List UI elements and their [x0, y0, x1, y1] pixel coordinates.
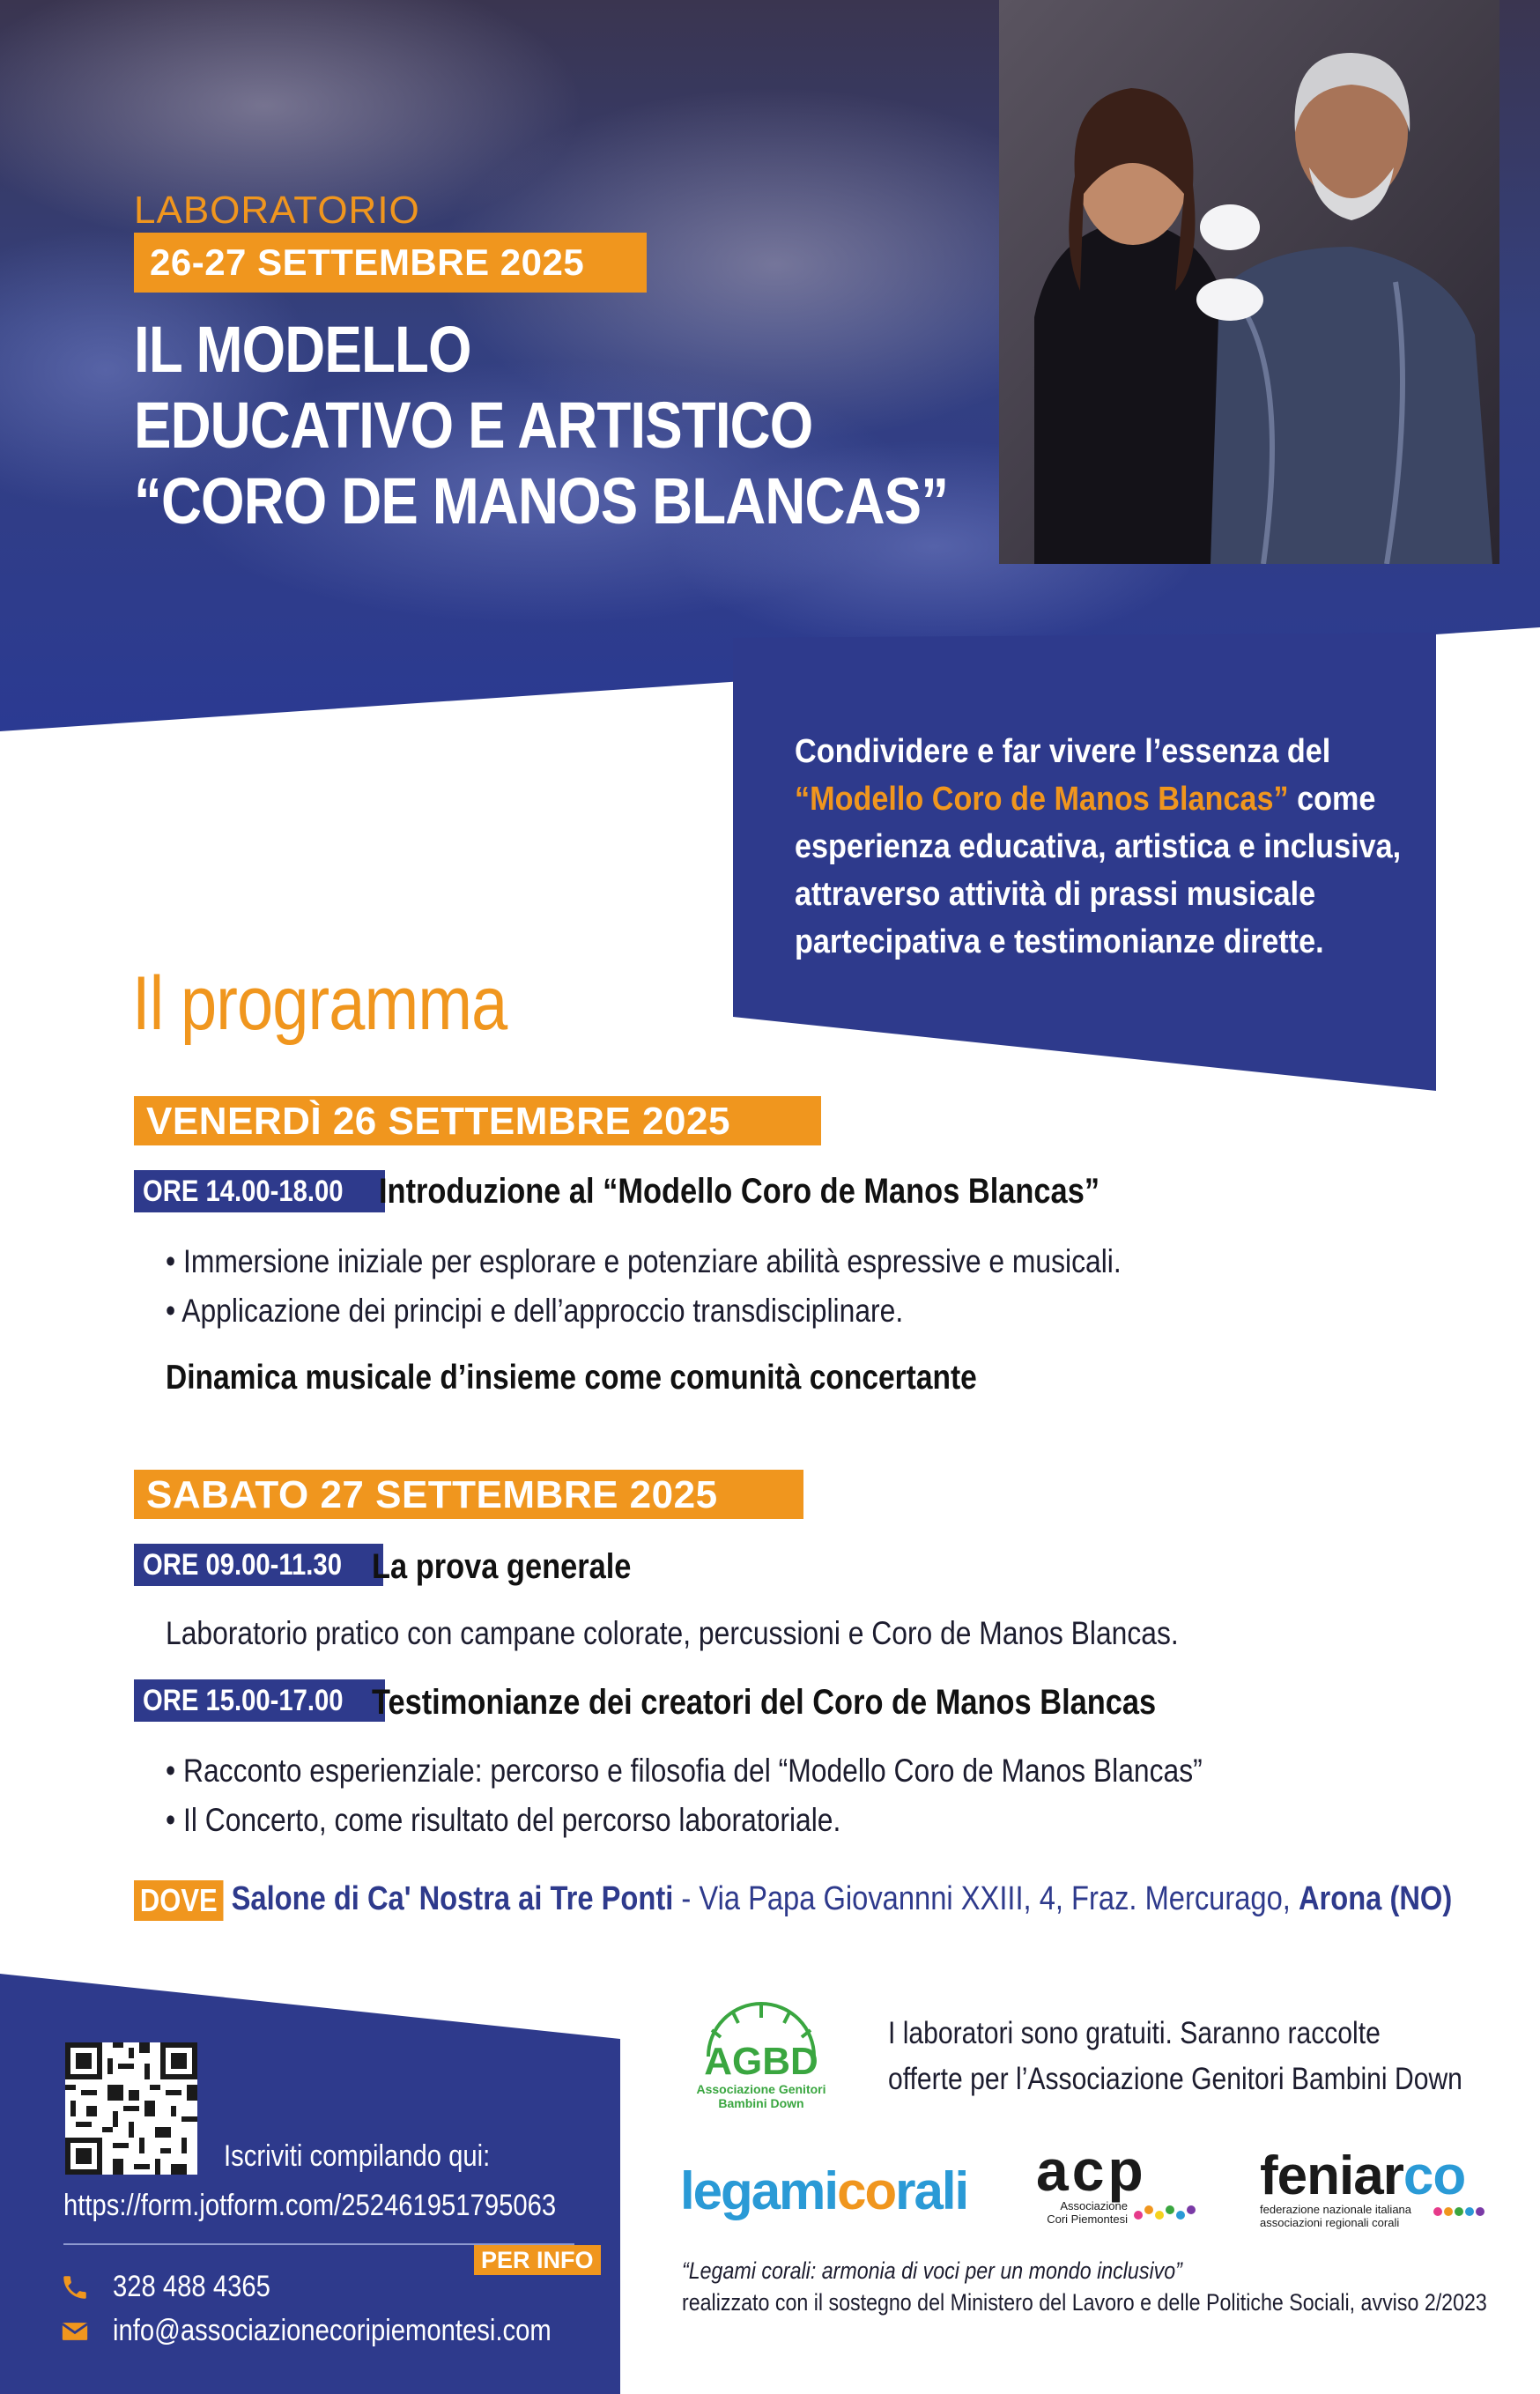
day1-session1-title: Introduzione al “Modello Coro de Manos Blancas”: [379, 1172, 1100, 1211]
title-line-3: “CORO DE MANOS BLANCAS”: [134, 464, 949, 537]
acp-logo-text: acp: [1036, 2138, 1147, 2203]
intro-line-5: partecipativa e testimonianze dirette.: [795, 923, 1324, 960]
venue-city: Arona (NO): [1298, 1880, 1453, 1917]
intro-line-4: attraverso attività di prassi musicale: [795, 876, 1316, 913]
agbd-note-line-1: I laboratori sono gratuiti. Saranno raccolte: [888, 2016, 1381, 2050]
phone-number: 328 488 4365: [113, 2270, 270, 2303]
day1-session1-time: [134, 1170, 385, 1212]
legami-logo-part-3: rali: [895, 2161, 968, 2220]
venue-address: - Via Papa Giovannni XXIII, 4, Fraz. Mercurago,: [673, 1880, 1299, 1917]
funding-credit: realizzato con il sostegno del Ministero del Lavoro e delle Politiche Sociali, avviso 2/2023: [682, 2289, 1487, 2316]
email-address: info@associazionecoripiemontesi.com: [113, 2314, 552, 2347]
day1-badge: VENERDÌ 26 SETTEMBRE 2025: [134, 1096, 821, 1145]
feniarco-logo-sub2: associazioni regionali corali: [1260, 2216, 1400, 2229]
feniarco-logo-sub1: federazione nazionale italiana: [1260, 2203, 1412, 2216]
phone-icon: [60, 2272, 90, 2302]
intro-line-1: Condividere e far vivere l’essenza del: [795, 733, 1331, 770]
day2-session1-text: Laboratorio pratico con campane colorate, percussioni e Coro de Manos Blancas.: [166, 1615, 1179, 1651]
legami-logo-part-1: legami: [680, 2161, 838, 2220]
agbd-logo-sub2: Bambini Down: [718, 2096, 804, 2110]
day1-session1-bullet-1: • Immersione iniziale per esplorare e potenziare abilità espressive e musicali.: [166, 1243, 1122, 1279]
title-line-1: IL MODELLO: [134, 313, 471, 386]
day2-session2-time-text: ORE 15.00-17.00: [143, 1684, 344, 1717]
venue-name: Salone di Ca' Nostra ai Tre Ponti: [231, 1880, 674, 1917]
project-quote: “Legami corali: armonia di voci per un mondo inclusivo”: [682, 2257, 1182, 2284]
day2-session2-bullet-2: • Il Concerto, come risultato del percorso laboratoriale.: [166, 1802, 841, 1838]
workshop-label: LABORATORIO: [134, 189, 420, 232]
day2-session2-bullet-1: • Racconto esperienziale: percorso e filosofia del “Modello Coro de Manos Blancas”: [166, 1753, 1203, 1789]
signup-label: Iscriviti compilando qui:: [224, 2139, 491, 2173]
info-badge: PER INFO: [474, 2245, 601, 2275]
presenters-photo: [999, 0, 1499, 564]
where-badge: DOVE: [134, 1880, 224, 1921]
day2-session2-time: [134, 1679, 385, 1722]
intro-text: [795, 728, 1413, 966]
legami-corali-logo: [680, 2161, 967, 2221]
agbd-note: [888, 2011, 1462, 2102]
email-row[interactable]: [60, 2314, 623, 2348]
intro-highlight: “Modello Coro de Manos Blancas”: [795, 781, 1289, 818]
day2-session2-title: Testimonianze dei creatori del Coro de Manos Blancas: [372, 1683, 1157, 1722]
intro-line-2: [795, 775, 1413, 823]
acp-logo-dots: [1133, 2203, 1203, 2224]
intro-line-3: esperienza educativa, artistica e inclusiva,: [795, 828, 1402, 865]
day2-badge: SABATO 27 SETTEMBRE 2025: [134, 1470, 803, 1519]
intro-line-2-tail: come: [1288, 781, 1376, 818]
acp-logo-sub2: Cori Piemontesi: [1047, 2212, 1128, 2226]
mail-icon: [60, 2316, 90, 2346]
feniarco-logo-part-1: feniar: [1260, 2146, 1403, 2206]
day1-session1-bullet-2: • Applicazione dei principi e dell’approccio transdisciplinare.: [166, 1293, 904, 1329]
feniarco-logo-part-2: co: [1403, 2146, 1466, 2206]
program-heading: Il programma: [132, 961, 507, 1046]
day2-session1-time-text: ORE 09.00-11.30: [143, 1548, 342, 1582]
agbd-logo: [682, 2000, 840, 2115]
day2-session1-time: [134, 1544, 383, 1586]
legami-logo-part-2: co: [837, 2161, 896, 2220]
acp-logo-sub1: Associazione: [1060, 2199, 1128, 2212]
page-title: [134, 312, 948, 539]
venue-line: [134, 1877, 1540, 1921]
intro-box: [731, 633, 1436, 1091]
agbd-logo-sub1: Associazione Genitori: [696, 2082, 826, 2096]
title-line-2: EDUCATIVO E ARTISTICO: [134, 389, 813, 462]
acp-logo: [1036, 2138, 1212, 2229]
agbd-logo-text: AGBD: [704, 2040, 818, 2083]
phone-row[interactable]: [60, 2270, 296, 2304]
day1-session1-closing: Dinamica musicale d’insieme come comunità concertante: [166, 1359, 977, 1397]
day2-session1-title: La prova generale: [372, 1547, 632, 1586]
signup-link[interactable]: https://form.jotform.com/252461951795063: [63, 2189, 557, 2222]
signup-qr-code[interactable]: [65, 2042, 197, 2175]
agbd-note-line-2: offerte per l’Associazione Genitori Bambini Down: [888, 2062, 1462, 2096]
feniarco-logo-dots: [1433, 2203, 1485, 2220]
feniarco-logo: [1260, 2146, 1489, 2229]
workshop-date-badge: 26-27 SETTEMBRE 2025: [134, 233, 647, 293]
day1-session1-time-text: ORE 14.00-18.00: [143, 1175, 344, 1208]
